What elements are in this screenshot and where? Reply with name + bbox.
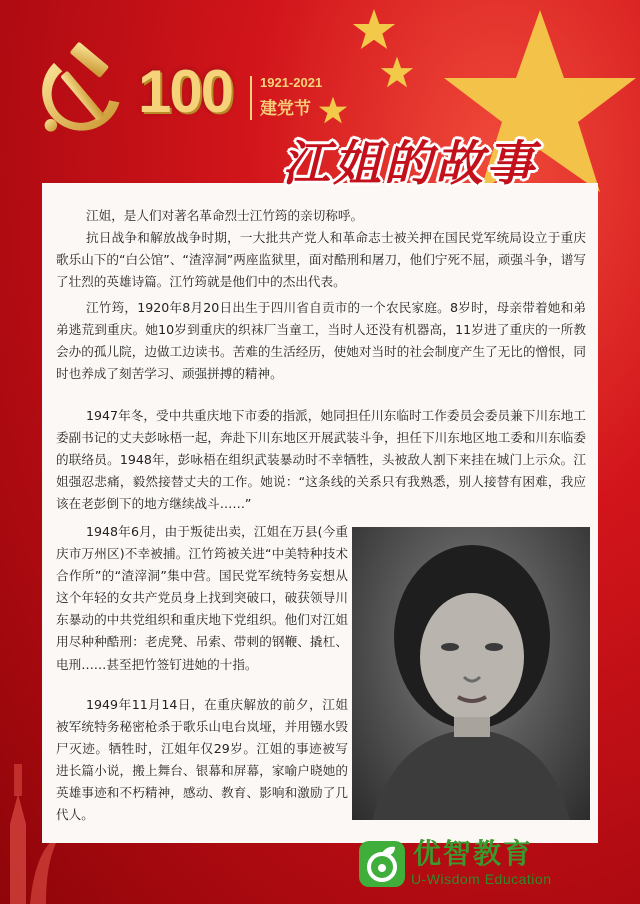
paragraph-intro: 江姐，是人们对著名革命烈士江竹筠的亲切称呼。 (86, 208, 364, 223)
brand-logo (359, 835, 595, 893)
logo-chinese-name: 优智教育 (413, 837, 534, 870)
small-star-icon (352, 8, 396, 50)
logo-english-name: U-Wisdom Education (411, 871, 552, 887)
header-divider (250, 76, 252, 120)
paragraph-early-life: 江竹筠，1920年8月20日出生于四川省自贡市的一个农民家庭。8岁时，母亲带着她和弟弟逃荒到重庆。她10岁到重庆的织袜厂当童工，当时人还没有机器高，11岁进了重庆的一所教会办的孤儿院，边做工边读书。苦难的生活经历，使她对当时的社会制度产生了无比的憎恨，同时也养成了刻苦学习、顽强拼搏的精神。 (56, 300, 586, 382)
small-star-icon (380, 56, 414, 88)
paragraph-death: 1949年11月14日，在重庆解放的前夕，江姐被军统特务秘密枪杀于歌乐山电台岚垭，并用镪水毁尸灭迹。牺牲时，江姐年仅29岁。江姐的事迹被写进长篇小说，搬上舞台、银幕和屏幕，家喻户晓她的英雄事迹和不朽精神，感动、教育、影响和激励了几代人。 (56, 697, 348, 823)
paragraph-background: 抗日战争和解放战争时期，一大批共产党人和革命志士被关押在国民党军统局设立于重庆歌乐山下的“白公馆”、“渣滓洞”两座监狱里，面对酷刑和屠刀，他们宁死不屈，顽强斗争，谱写了壮烈的英雄诗篇。江竹筠就是他们中的杰出代表。 (56, 230, 586, 290)
page-title: 江姐的故事 (282, 136, 538, 192)
paragraph-1947: 1947年冬，受中共重庆地下市委的指派，她同担任川东临时工作委员会委员兼下川东地工委副书记的丈夫彭咏梧一起，奔赴下川东地区开展武装斗争，担任下川东地区地工委和川东临委的联络员。1948年，彭咏梧在组织武装暴动时不幸牺牲，头被敌人割下来挂在城门上示众。江姐强忍悲痛，毅然接替丈夫的工作。她说：“这条线的关系只有我熟悉，别人接替有困难，我应该在老彭倒下的地方继续战斗……” (56, 408, 586, 512)
leaf-logo-icon (359, 841, 405, 887)
paragraph-arrest: 1948年6月，由于叛徒出卖，江姐在万县(今重庆市万州区)不幸被捕。江竹筠被关进“中美特种技术合作所”的“渣滓洞”集中营。国民党军统特务妄想从这个年轻的女共产党员身上找到突破口，破获领导川东暴动的中共党组织和重庆地下党组织。他们对江姐用尽种种酷刑：老虎凳、吊索、带刺的钢鞭、撬杠、电刑……甚至把竹签钉进她的十指。 (56, 524, 348, 672)
portrait-photo (352, 527, 590, 820)
years-label: 1921-2021 (260, 75, 323, 90)
anniversary-number: 100 (138, 58, 233, 125)
hammer-sickle-icon (28, 40, 132, 144)
party-day-label: 建党节 (260, 99, 311, 118)
small-star-icon (318, 96, 348, 124)
